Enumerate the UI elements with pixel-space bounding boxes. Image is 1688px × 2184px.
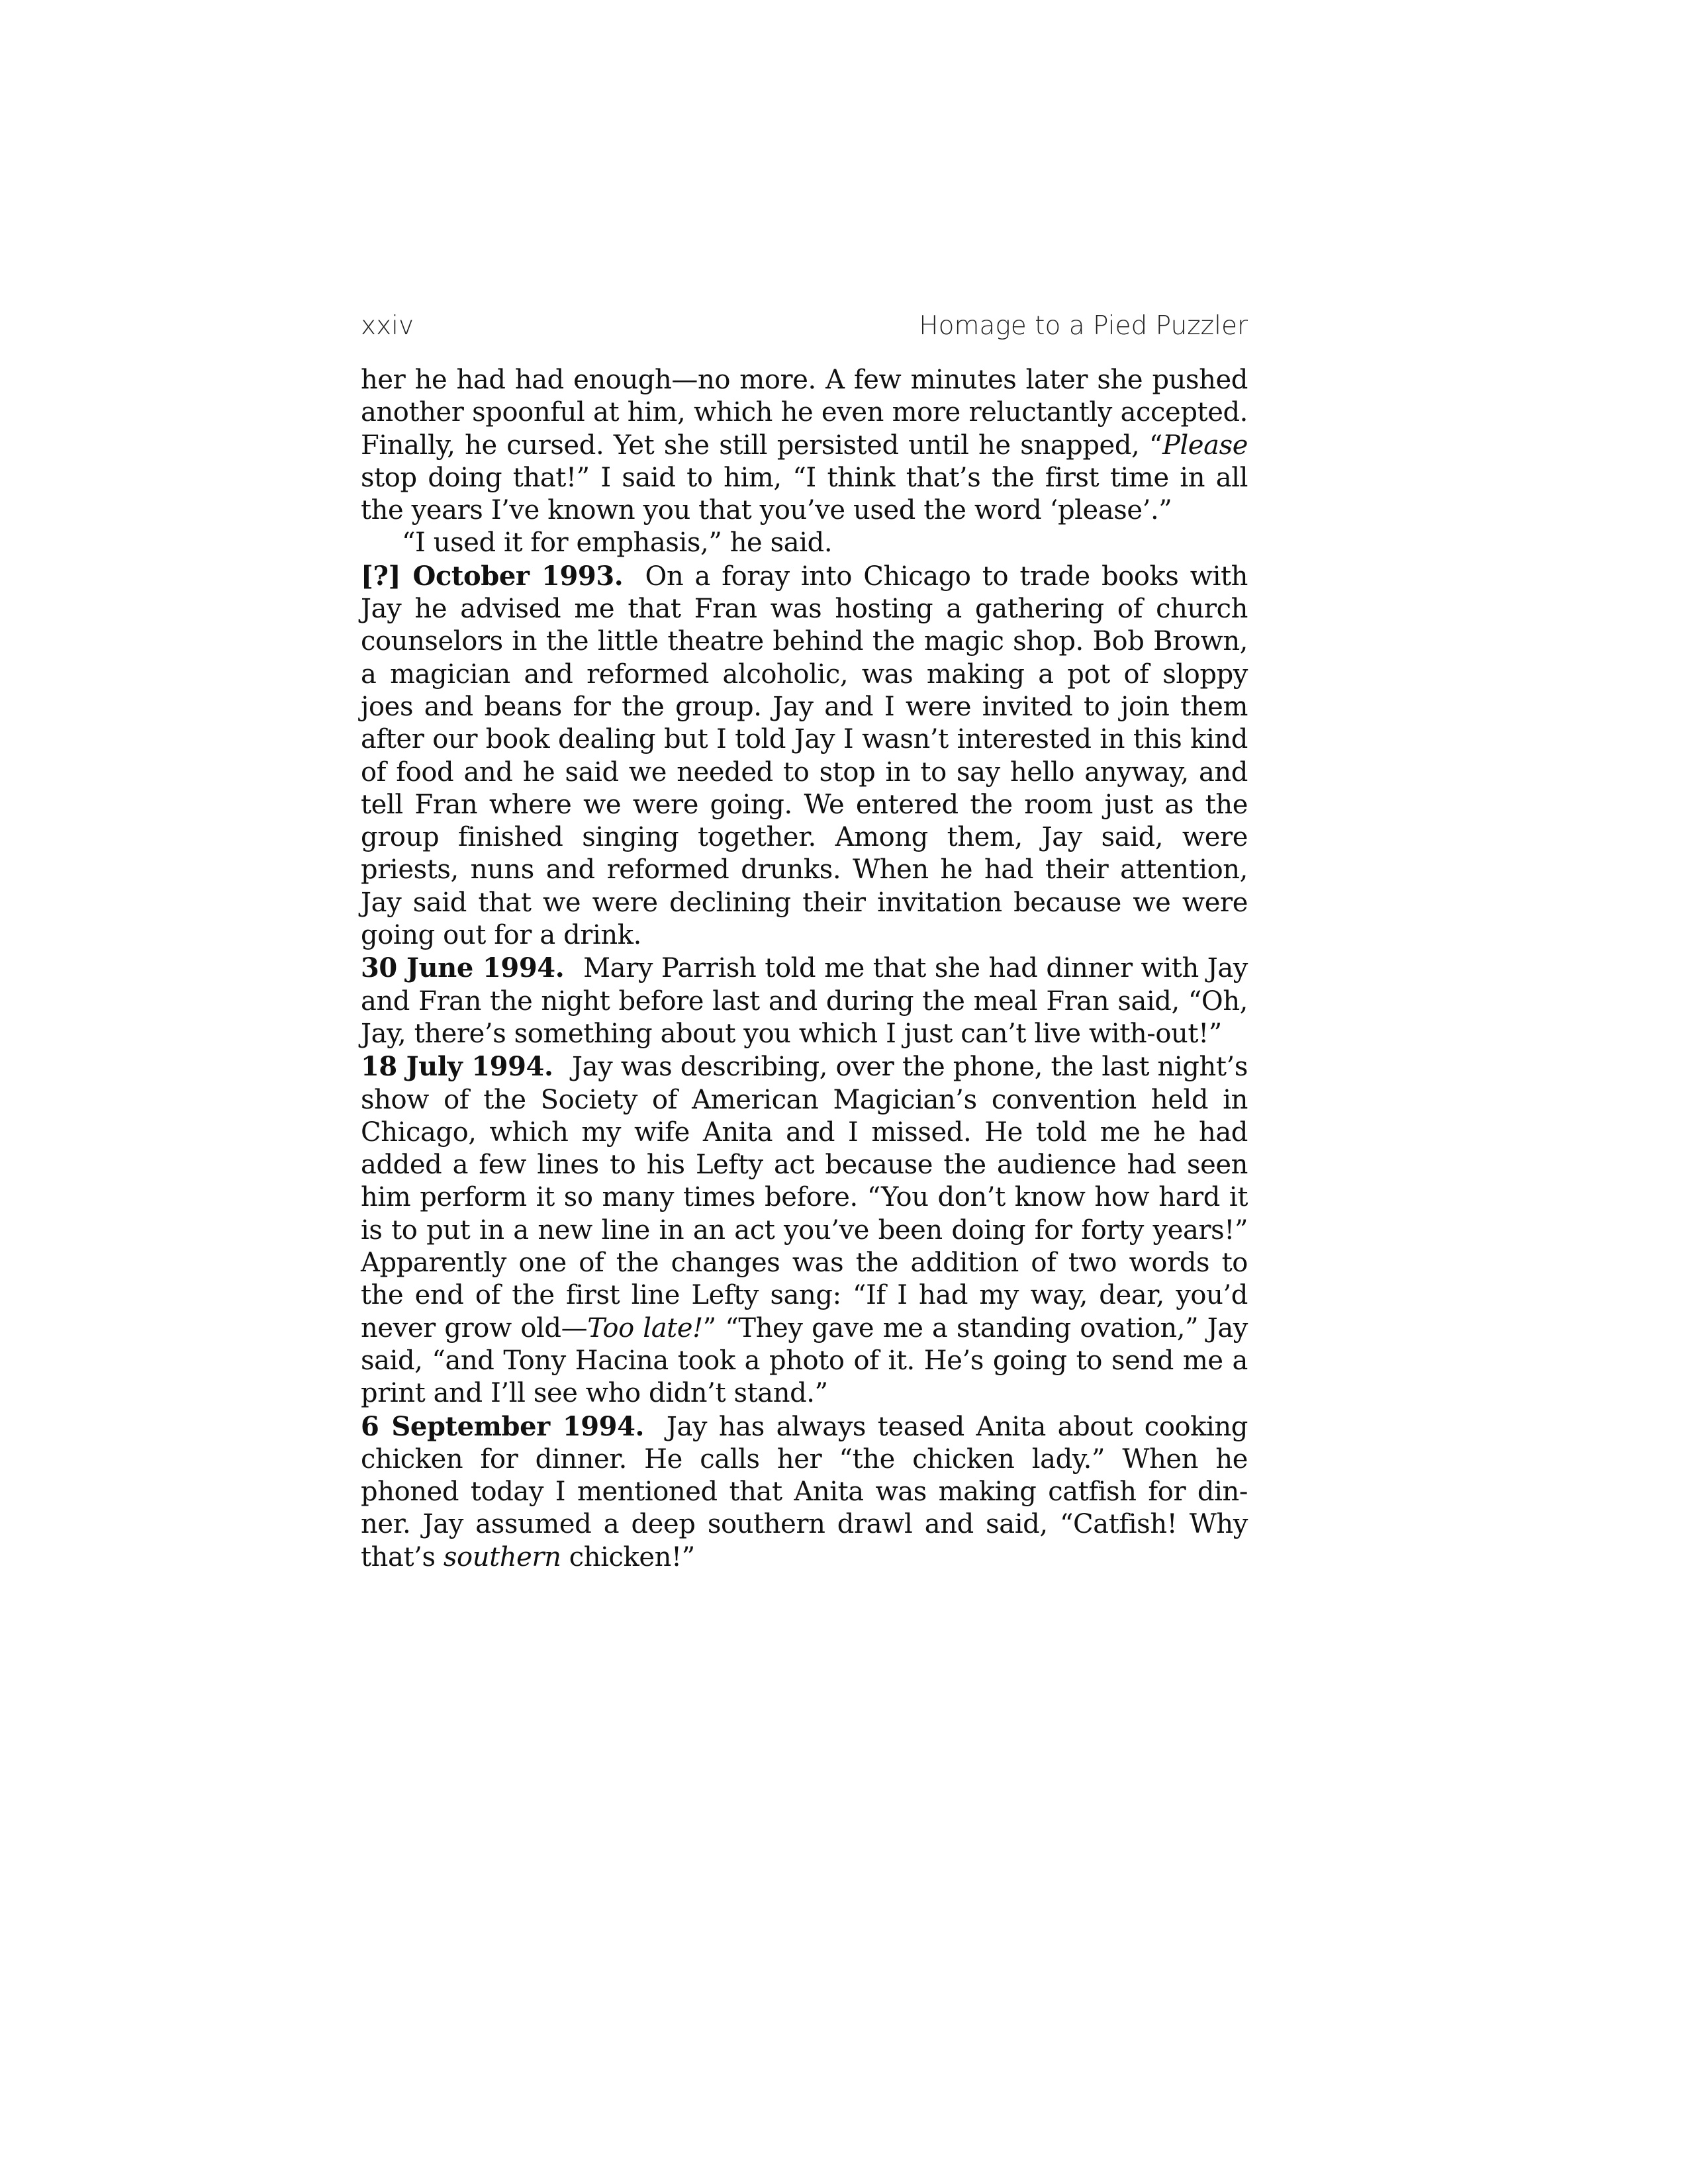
book-title: Homage to a Pied Puzzler bbox=[919, 311, 1248, 341]
entry-text-cont: ” “They gave me a standing ovation,” Jay said, “and Tony Hacina took a photo of it. He’s going to send me a print and I’ll see who didn’t stand.” bbox=[361, 1312, 1248, 1409]
entry-date: 18 July 1994. bbox=[361, 1051, 553, 1083]
continuation-text-1: her he had had enough—no more. A few minutes later she pushed another spoonful at him, which he even more reluctantly accepted. Finally, he cursed. Yet she still persisted until he snapped, “ bbox=[361, 365, 1248, 461]
running-head bbox=[361, 311, 1248, 351]
entry-september-1994 bbox=[361, 1410, 1248, 1574]
entry-text: Jay was describing, over the phone, the last night’s show of the Society of American Magician’s convention held in Chicago, which my wife Anita and I missed. He told me he had added a few lines to his Lefty act because the audience had seen him perform it so many times before. “You don’t know how hard it is to put in a new line in an act you’ve been doing for forty years!” Apparently one of the changes was the addition of two words to the end of the first line Lefty sang: “If I had my way, dear, you’d never grow old— bbox=[361, 1052, 1248, 1343]
entry-date: 6 September 1994. bbox=[361, 1410, 645, 1442]
entry-text-cont: chicken!” bbox=[561, 1541, 695, 1572]
entry-text: On a foray into Chicago to trade books with Jay he advised me that Fran was hosting a gathering of church counselors in the little theatre behind the magic shop. Bob Brown, a magician and reformed alcoholic, was making a pot of sloppy joes and beans for the group. Jay and I were invited to join them after our book dealing but I told Jay I wasn’t interested in this kind of food and he said we needed to stop in to say hello anyway, and tell Fran where we were going. We entered the room just as the group finished singing together. Among them, Jay said, were priests, nuns and reformed drunks. When he had their attention, Jay said that we were declining their invitation because we were going out for a drink. bbox=[361, 561, 1248, 951]
continuation-emphasis: Please bbox=[1162, 430, 1248, 461]
entry-june-1994 bbox=[361, 952, 1248, 1050]
entry-july-1994 bbox=[361, 1050, 1248, 1410]
reply-paragraph: “I used it for emphasis,” he said. bbox=[402, 527, 833, 559]
entry-text: Jay has always teased Anita about cooking chicken for dinner. He calls her “the chicken lady.” When he phoned today I mentioned that Anita was making catfish for din-ner. Jay assumed a deep southern drawl and said, “Catfish! Why that’s bbox=[361, 1411, 1248, 1572]
entry-emphasis: southern bbox=[443, 1541, 561, 1572]
book-page bbox=[361, 311, 1248, 1574]
body-text bbox=[361, 364, 1248, 1574]
entry-october-1993 bbox=[361, 560, 1248, 952]
entry-date: [?] October 1993. bbox=[361, 560, 624, 592]
page-number: xxiv bbox=[361, 311, 414, 341]
entry-text: Mary Parrish told me that she had dinner with Jay and Fran the night before last and during the meal Fran said, “Oh, Jay, there’s something about you which I just can’t live with-out!” bbox=[361, 953, 1248, 1049]
entry-date: 30 June 1994. bbox=[361, 952, 565, 984]
continuation-text-2: stop doing that!” I said to him, “I think that’s the first time in all the years I’ve known you that you’ve used the word ‘please’.” bbox=[361, 462, 1248, 526]
continuation-paragraph bbox=[361, 364, 1248, 527]
entry-emphasis: Too late! bbox=[587, 1312, 703, 1343]
